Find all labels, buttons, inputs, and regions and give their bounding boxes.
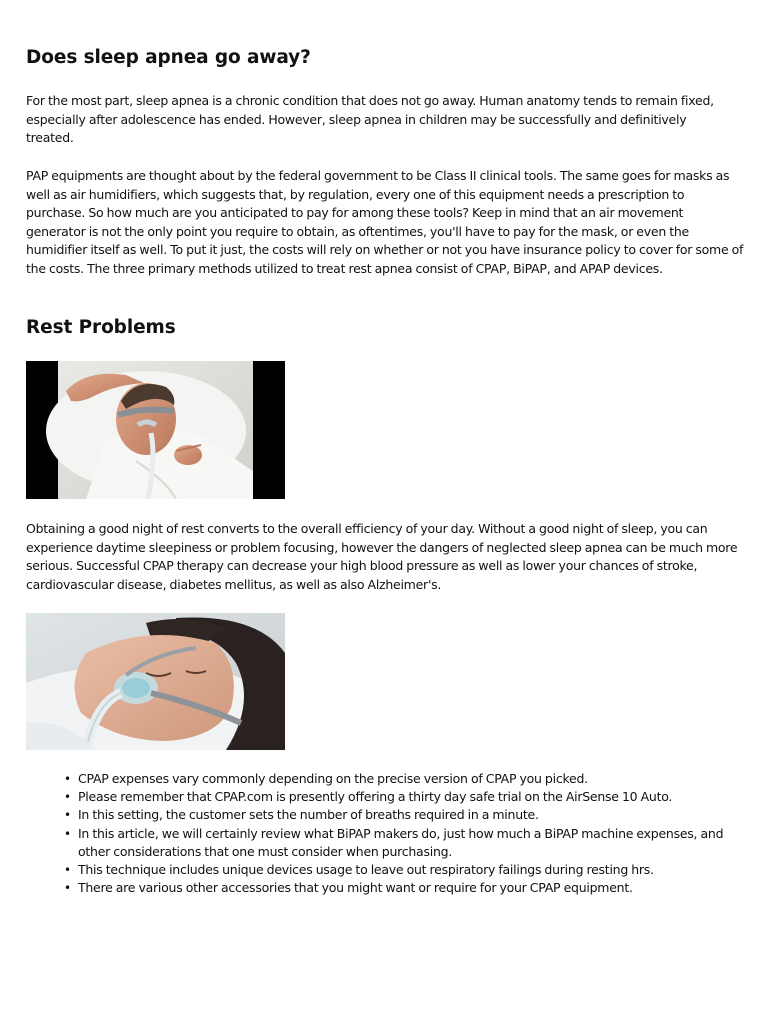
list-item	[64, 770, 744, 788]
bullet-icon: •	[64, 863, 71, 878]
paragraph-rest-problems: Obtaining a good night of rest converts to the overall efficiency of your day. Without a good night of sleep, you can experience daytime sleepiness or problem focusing, however the dangers of neglected sleep apnea can be much more serious. Successful CPAP therapy can decrease your high blood pressure as well as lower your chances of stroke, cardiovascular disease, diabetes mellitus, as well as also Alzheimer's.	[26, 521, 738, 592]
list-item	[64, 806, 744, 824]
bullet-icon: •	[64, 772, 71, 786]
bullet-icon: •	[64, 808, 71, 823]
bullet-icon: •	[64, 881, 71, 896]
paragraph-sleep-apnea-intro: For the most part, sleep apnea is a chronic condition that does not go away. Human anatomy tends to remain fixed, especially after adolescence has ended. However, sleep apnea in children may be successfully and definitively treated.	[26, 93, 714, 145]
image-woman-cpap	[26, 613, 285, 750]
section-heading-rest-problems: Rest Problems	[26, 317, 176, 338]
list-item	[64, 788, 744, 806]
list-item	[64, 825, 744, 861]
paragraph-pap-equipment: PAP equipments are thought about by the federal government to be Class II clinical tools. The same goes for masks as well as air humidifiers, which suggests that, by regulation, every one of this equipment needs a prescription to purchase. So how much are you anticipated to pay for among these tools? Keep in mind that an air movement generator is not the only point you require to obtain, as oftentimes, you'll have to pay for the mask, or even the humidifier itself as well. To put it just, the costs will rely on whether or not you have insurance policy to cover for some of the costs. The three primary methods utilized to treat rest apnea consist of CPAP, BiPAP, and APAP devices.	[26, 168, 744, 276]
list-item-text: This technique includes unique devices usage to leave out respiratory failings during resting hrs.	[78, 862, 654, 878]
bullet-icon: •	[64, 790, 71, 805]
list-item	[64, 879, 744, 897]
bullet-icon: •	[64, 826, 71, 841]
list-item-text: Please remember that CPAP.com is presently offering a thirty day safe trial on the AirSense 10 Auto.	[78, 789, 673, 805]
section-heading-sleep-apnea: Does sleep apnea go away?	[26, 47, 311, 68]
woman-cpap-illustration	[26, 613, 285, 750]
list-item-text: In this setting, the customer sets the number of breaths required in a minute.	[78, 807, 539, 823]
man-cpap-illustration	[26, 361, 285, 499]
list-item	[64, 861, 744, 879]
list-item-text: CPAP expenses vary commonly depending on the precise version of CPAP you picked.	[78, 771, 588, 786]
image-man-cpap	[26, 361, 285, 499]
list-item-text: There are various other accessories that you might want or require for your CPAP equipment.	[78, 880, 633, 896]
list-item-text: In this article, we will certainly review what BiPAP makers do, just how much a BiPAP machine expenses, and other considerations that one must consider when purchasing.	[78, 825, 724, 859]
bullet-list	[64, 770, 744, 897]
